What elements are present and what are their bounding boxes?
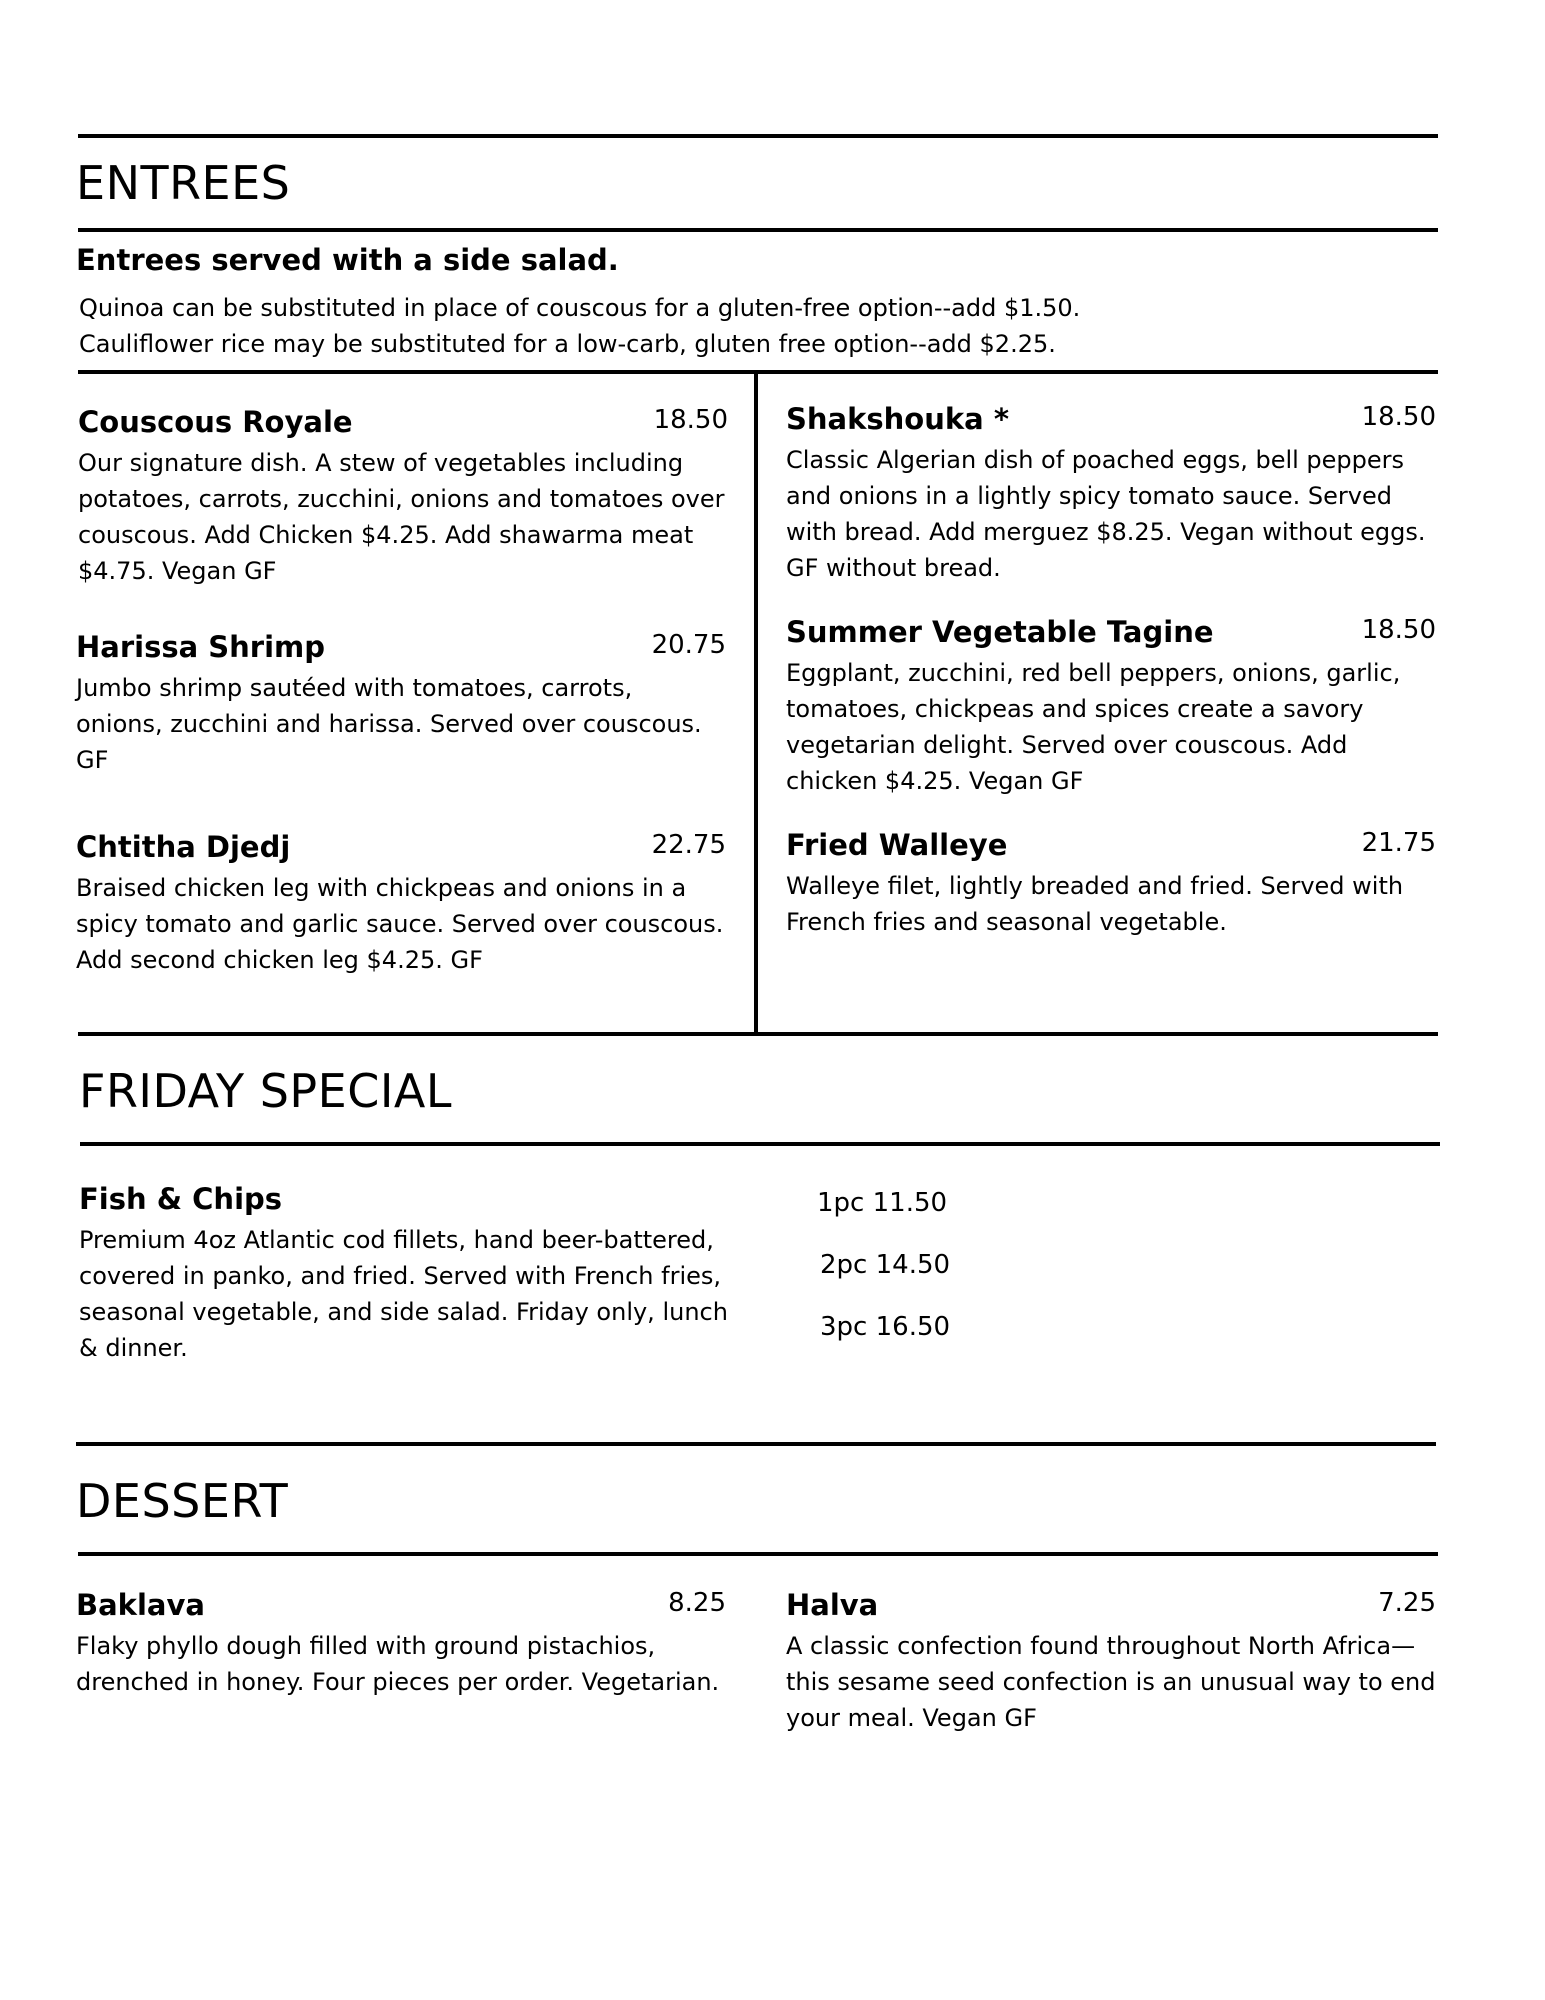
item-description: Our signature dish. A stew of vegetables including potatoes, carrots, zucchini, onions and tomatoes over couscous. Add Chicken $4.25. Add shawarma meat $4.75. Vegan GF <box>78 449 725 585</box>
menu-item <box>78 405 728 589</box>
price-option-2pc: 2pc 14.50 <box>820 1250 951 1280</box>
item-description: A classic confection found throughout North Africa—this sesame seed confection is an unusual way to end your meal. Vegan GF <box>786 1632 1436 1732</box>
entrees-title: ENTREES <box>76 156 291 210</box>
divider-dessert-title <box>78 1552 1438 1556</box>
item-description: Flaky phyllo dough filled with ground pistachios, drenched in honey. Four pieces per order. Vegetarian. <box>76 1632 720 1696</box>
friday-special-title: FRIDAY SPECIAL <box>79 1064 453 1118</box>
dessert-title: DESSERT <box>76 1474 289 1528</box>
item-name: Fried Walleye <box>786 828 1008 862</box>
price-option-3pc: 3pc 16.50 <box>820 1312 951 1342</box>
item-description: Walleye filet, lightly breaded and fried. Served with French fries and seasonal vegetable. <box>786 872 1404 936</box>
entrees-note-2: Cauliflower rice may be substituted for a low-carb, gluten free option--add $2.25. <box>79 330 1056 358</box>
item-description: Eggplant, zucchini, red bell peppers, onions, garlic, tomatoes, chickpeas and spices create a savory vegetarian delight. Served over couscous. Add chicken $4.25. Vegan GF <box>786 659 1401 795</box>
item-price: 18.50 <box>1361 402 1436 432</box>
item-price: 18.50 <box>1361 615 1436 645</box>
item-price: 7.25 <box>1378 1588 1436 1618</box>
entrees-column-divider <box>754 372 758 1034</box>
menu-item <box>786 828 1436 940</box>
menu-item <box>76 630 726 778</box>
menu-item <box>76 830 726 978</box>
menu-item <box>79 1182 739 1366</box>
divider-friday-top <box>78 1032 1438 1036</box>
item-name: Shakshouka * <box>786 402 1009 436</box>
item-price: 20.75 <box>651 630 726 660</box>
divider-entrees-title <box>78 228 1438 232</box>
item-name: Chtitha Djedj <box>76 830 291 864</box>
item-price: 22.75 <box>651 830 726 860</box>
item-price: 8.25 <box>668 1588 726 1618</box>
item-description: Jumbo shrimp sautéed with tomatoes, carrots, onions, zucchini and harissa. Served over couscous. GF <box>76 674 702 774</box>
item-description: Premium 4oz Atlantic cod fillets, hand beer-battered, covered in panko, and fried. Served with French fries, seasonal vegetable, and side salad. Friday only, lunch & dinner. <box>79 1226 728 1362</box>
item-price: 18.50 <box>653 405 728 435</box>
divider-top <box>78 134 1438 138</box>
divider-friday-title <box>80 1142 1440 1146</box>
item-price: 21.75 <box>1361 828 1436 858</box>
divider-entrees-notes <box>78 370 1438 374</box>
item-name: Baklava <box>76 1588 205 1622</box>
entrees-note-1: Quinoa can be substituted in place of couscous for a gluten-free option--add $1.50. <box>79 294 1081 322</box>
menu-item <box>786 402 1436 586</box>
menu-item <box>786 1588 1436 1736</box>
item-name: Halva <box>786 1588 879 1622</box>
item-name: Couscous Royale <box>78 405 353 439</box>
item-name: Fish & Chips <box>79 1182 283 1216</box>
item-description: Classic Algerian dish of poached eggs, bell peppers and onions in a lightly spicy tomato sauce. Served with bread. Add merguez $8.25. Vegan without eggs. GF without bread. <box>786 446 1426 582</box>
divider-dessert-top <box>76 1442 1436 1446</box>
menu-item <box>786 615 1436 799</box>
item-name: Summer Vegetable Tagine <box>786 615 1214 649</box>
menu-item <box>76 1588 726 1700</box>
price-option-1pc: 1pc 11.50 <box>817 1188 948 1218</box>
entrees-note-bold: Entrees served with a side salad. <box>76 243 619 277</box>
item-name: Harissa Shrimp <box>76 630 326 664</box>
item-description: Braised chicken leg with chickpeas and onions in a spicy tomato and garlic sauce. Served over couscous. Add second chicken leg $4.25. GF <box>76 874 724 974</box>
